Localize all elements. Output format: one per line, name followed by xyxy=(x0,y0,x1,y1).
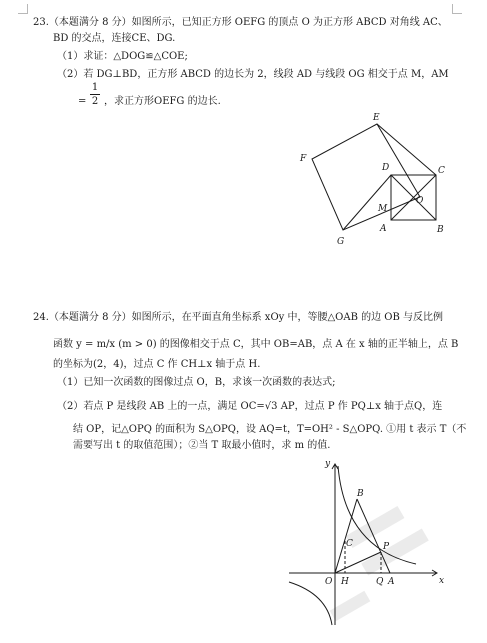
q24-part-2b: 结 OP，记△OPQ 的面积为 S△OPQ，设 AQ=t，T=OH² - S△OPQ. ①用 t 表示 T（不 xyxy=(73,424,467,435)
q23-part-2a: （2）若 DG⊥BD，正方形 ABCD 的边长为 2，线段 AD 与线段 OG 相交于点 M，AM xyxy=(57,69,449,80)
hyperbola-branch-negative xyxy=(289,582,332,625)
label-b: B xyxy=(357,489,364,499)
label-p: P xyxy=(383,542,390,552)
label-c: C xyxy=(438,166,445,176)
label-g: G xyxy=(337,237,345,247)
q24-line-2: 函数 y = m/x (m > 0) 的图像相交于点 C，其中 OB=AB，点 A 在 x 轴的正半轴上，点 B xyxy=(53,339,459,350)
label-a: A xyxy=(388,577,395,587)
q23-part-2b-suffix: ，求正方形OEFG 的边长. xyxy=(104,96,221,107)
label-f: F xyxy=(300,154,307,164)
q24-part-2a: （2）若点 P 是线段 AB 上的一点，满足 OC=√3 AP，过点 P 作 PQ⊥x 轴于点Q，连 xyxy=(57,401,443,412)
q24-part-1: （1）已知一次函数的图像过点 O，B，求该一次函数的表达式; xyxy=(57,377,336,388)
label-y: y xyxy=(325,459,331,469)
label-x: x xyxy=(439,576,445,586)
q24-line-3: 的坐标为(2，4)，过点 C 作 CH⊥x 轴于点 H. xyxy=(53,359,261,370)
q23-fraction-numerator: 1 xyxy=(91,82,99,93)
q23-fraction-denominator: 2 xyxy=(91,96,99,107)
label-o: O xyxy=(416,196,424,206)
q23-line-1: 23.（本题满分 8 分）如图所示，已知正方形 OEFG 的顶点 O 为正方形 ABCD 对角线 AC、 xyxy=(33,17,448,28)
label-c: C xyxy=(346,539,353,549)
label-m: M xyxy=(378,204,388,214)
label-a: A xyxy=(380,224,387,234)
label-d: D xyxy=(382,163,390,173)
q23-part-2b-prefix: = xyxy=(78,96,87,107)
q24-part-2c: 需要写出 t 的取值范围）；②当 T 取最小值时，求 m 的值. xyxy=(73,440,331,451)
q24-line-1: 24.（本题满分 8 分）如图所示，在平面直角坐标系 xOy 中，等腰△OAB 的边 OB 与反比例 xyxy=(33,312,444,323)
label-h: H xyxy=(341,577,349,587)
q23-part-1: （1）求证：△DOG≌△COE; xyxy=(57,51,188,62)
label-q: Q xyxy=(376,577,384,587)
label-e: E xyxy=(373,113,380,123)
q23-line-2: BD 的交点，连接CE、DG. xyxy=(53,33,176,44)
label-b: B xyxy=(437,225,444,235)
label-o: O xyxy=(325,577,333,587)
